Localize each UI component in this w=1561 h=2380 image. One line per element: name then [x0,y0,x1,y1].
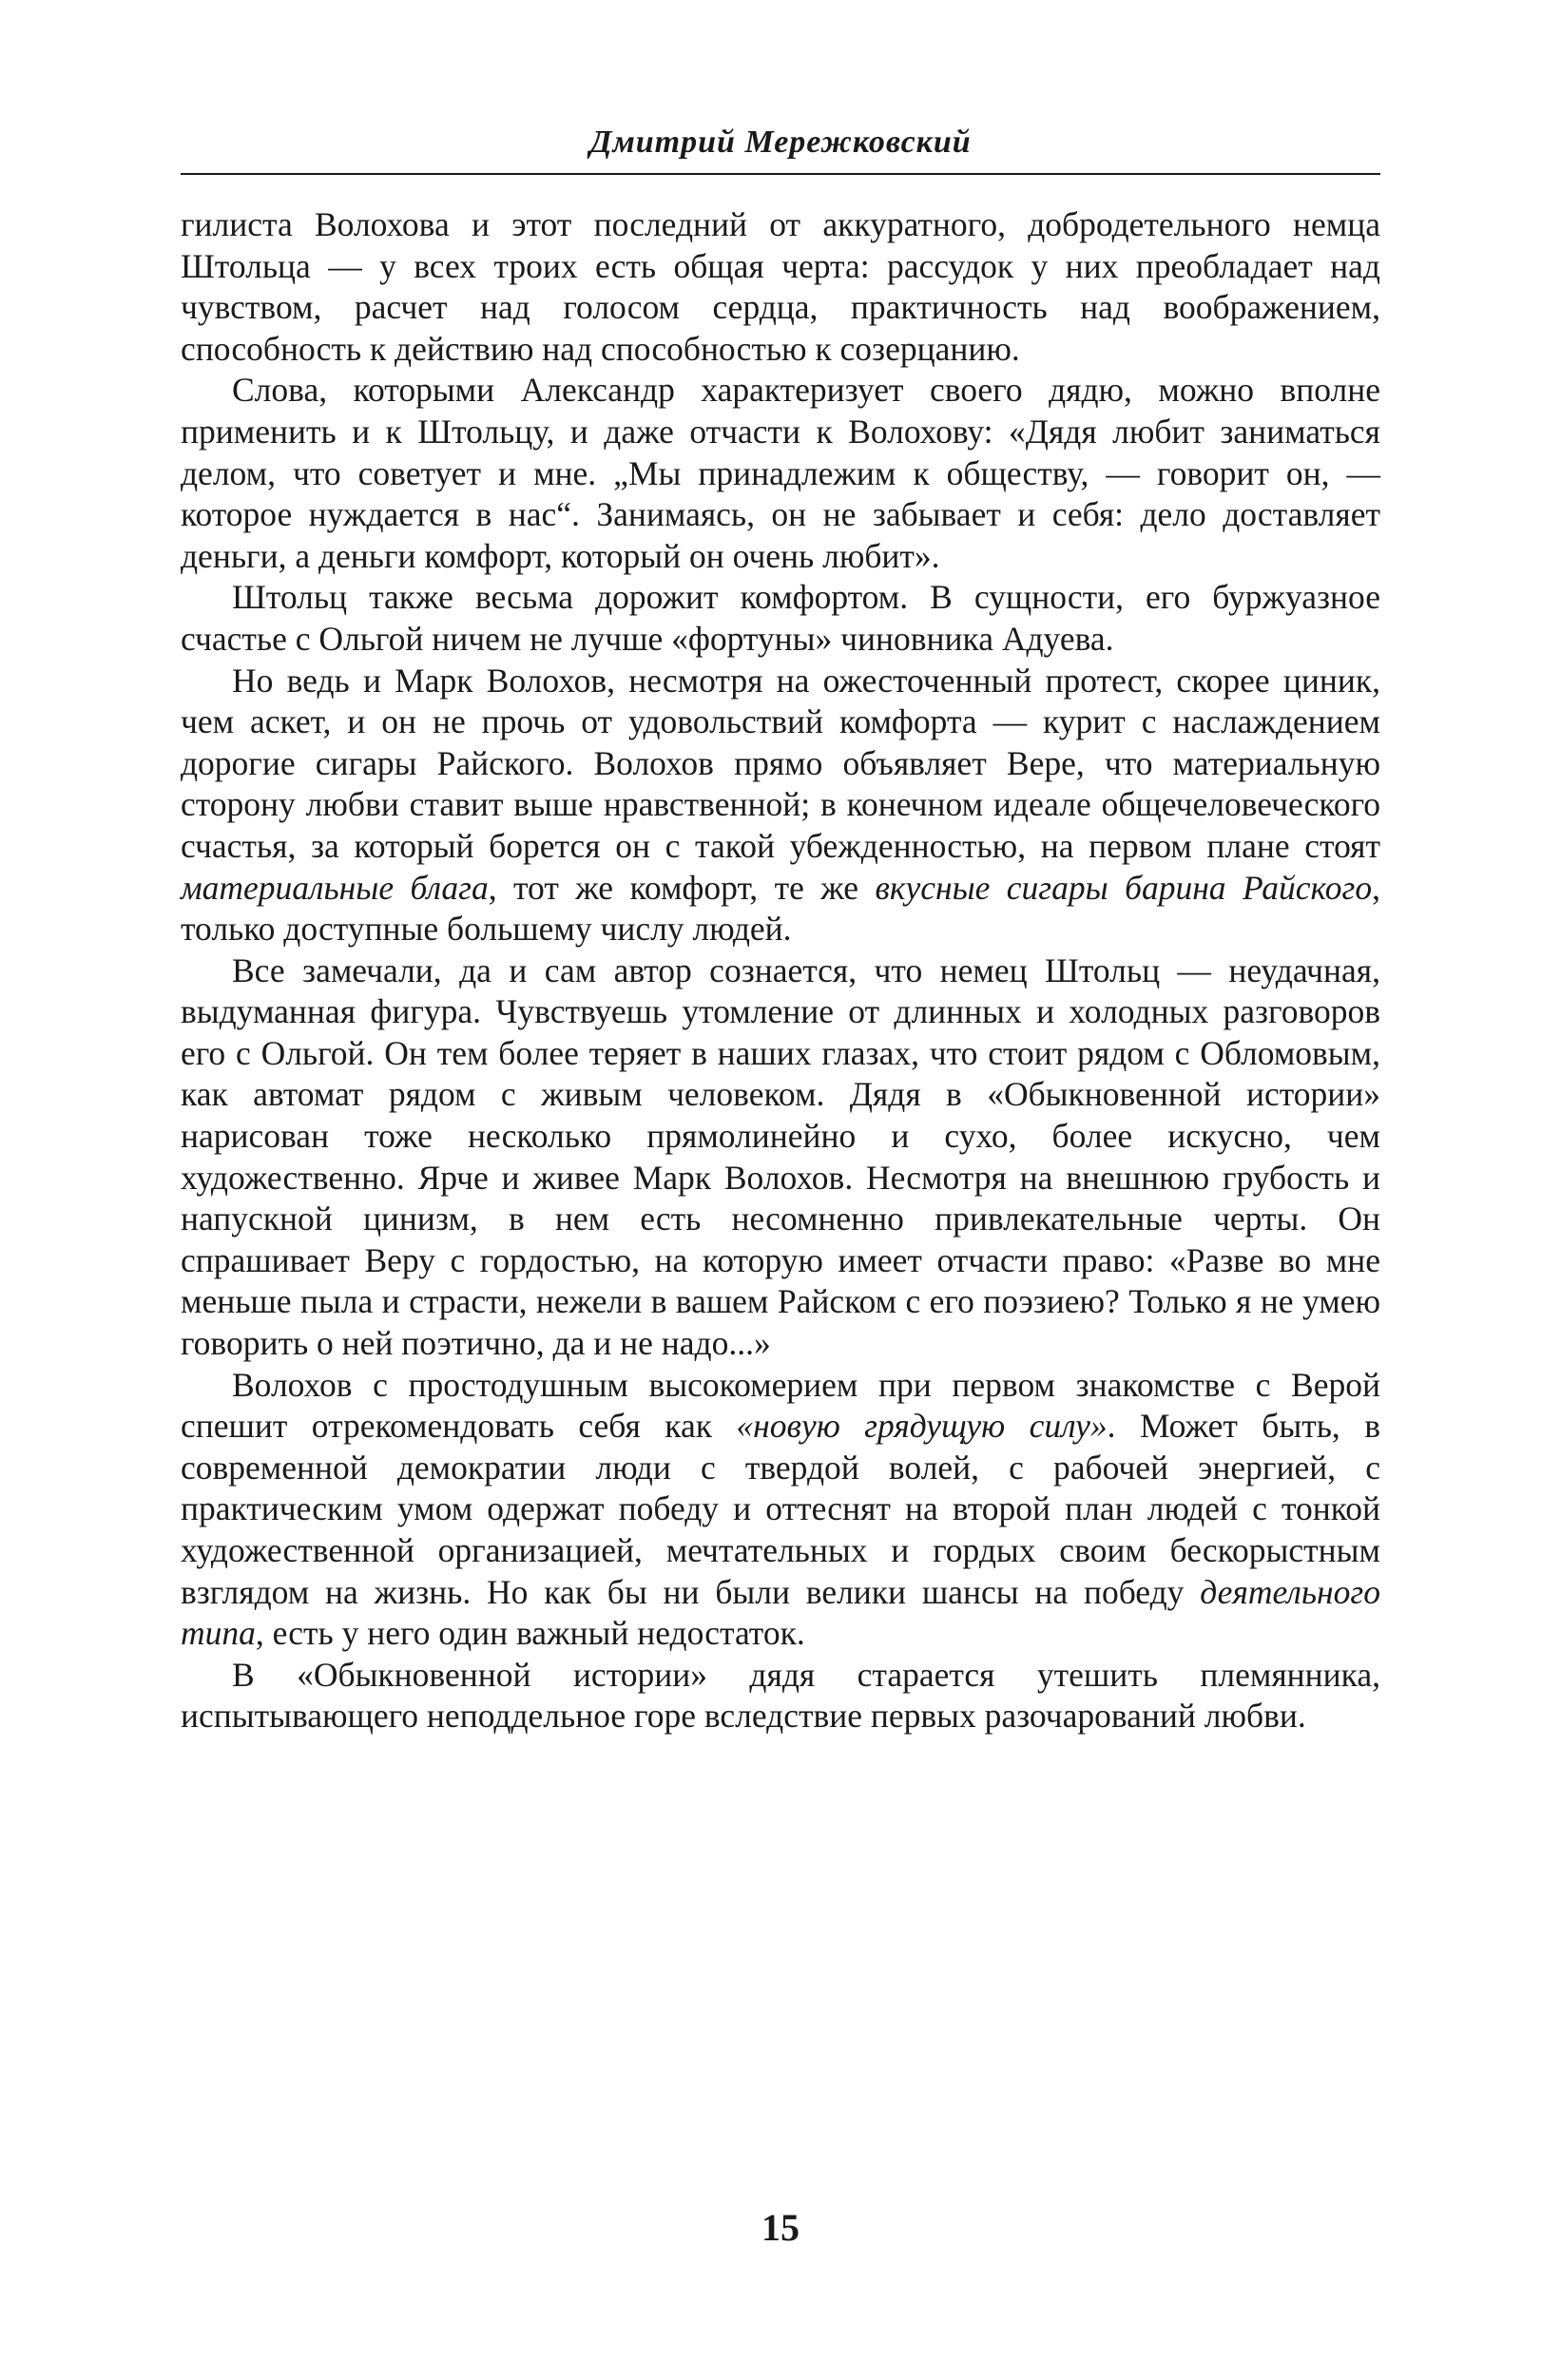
paragraph-text: Но ведь и Марк Волохов, несмотря на ожесточенный протест, скорее циник, чем аскет, и он не прочь от удовольствий комфорта — курит с наслаждением дорогие сигары Райского. Волохов прямо объявляет Вере, что материальную сторону любви ставит выше нравственной; в конечном идеале общечеловеческого счастья, за который борется он с такой убежденностью, на первом плане стоят [181,661,1380,865]
paragraph-text: , есть у него один важный недостаток. [255,1614,805,1653]
paragraph-text: . Может быть, в современной демократии люди с твердой волей, с рабочей энергией, с практическим умом одержат победу и оттеснят на второй план людей с тонкой художественной организацией, мечтательных и гордых своим бескорыстным взглядом на жизнь. Но как бы ни были велики шансы на победу [181,1407,1380,1611]
paragraph-5 [181,950,1380,1365]
paragraph-text: Волохов с простодушным высокомерием при первом знакомстве с Верой спешит отрекомендовать себя как [181,1365,1380,1446]
paragraph-6 [181,1365,1380,1655]
paragraph-text: , тот же комфорт, те же [488,868,876,907]
running-header-title: Дмитрий Мережковский [589,125,972,160]
paragraph-3 [181,577,1380,660]
paragraph-text: Штольц также весьма дорожит комфортом. В сущности, его буржуазное счастье с Ольгой ничем не лучше «фортуны» чиновника Адуева. [181,578,1380,658]
paragraph-2 [181,370,1380,577]
italic-phrase: материальные блага [181,868,489,907]
page-number: 15 [761,2206,800,2249]
italic-phrase: деятельного типа [181,1572,1380,1653]
paragraph-text: , только доступные большему числу людей. [181,868,1381,949]
header-rule [181,173,1380,175]
paragraph-text: гилиста Волохова и этот последний от аккуратного, добродетельного немца Штольца — у всех троих есть общая черта: рассудок у них преобладает над чувством, расчет над голосом сердца, практичность над воображением, способность к действию над способностью к созерцанию. [181,205,1380,368]
italic-phrase: «новую грядущую силу» [736,1407,1108,1446]
paragraph-1 [181,204,1380,370]
paragraph-7 [181,1655,1380,1737]
paragraph-4 [181,661,1380,950]
paragraph-text: Все замечали, да и сам автор сознается, что немец Штольц — неудачная, выдуманная фигура. Чувствуешь утомление от длинных и холодных разговоров его с Ольгой. Он тем более теряет в наших глазах, что стоит рядом с Обломовым, как автомат рядом с живым человеком. Дядя в «Обыкновенной истории» нарисован тоже несколько прямолинейно и сухо, более искусно, чем художественно. Ярче и живее Марк Волохов. Несмотря на внешнюю грубость и напускной цинизм, в нем есть несомненно привлекательные черты. Он спрашивает Веру с гордостью, на которую имеет отчасти право: «Разве во мне меньше пыла и страсти, нежели в вашем Райском с его поэзиею? Только я не умею говорить о ней поэтично, да и не надо...» [181,950,1380,1363]
body-text [181,204,1380,1737]
paragraph-text: В «Обыкновенной истории» дядя старается утешить племянника, испытывающего неподдельное горе вследствие первых разочарований любви. [181,1655,1380,1736]
paragraph-text: Слова, которыми Александр характеризует своего дядю, можно вполне применить и к Штольцу, и даже отчасти к Волохову: «Дядя любит заниматься делом, что советует и мне. „Мы принадлежим к обществу, — говорит он, — которое нуждается в нас“. Занимаясь, он не забывает и себя: дело доставляет деньги, а деньги комфорт, который он очень любит». [181,371,1380,575]
italic-phrase: вкусные сигары барина Райского [875,868,1373,907]
